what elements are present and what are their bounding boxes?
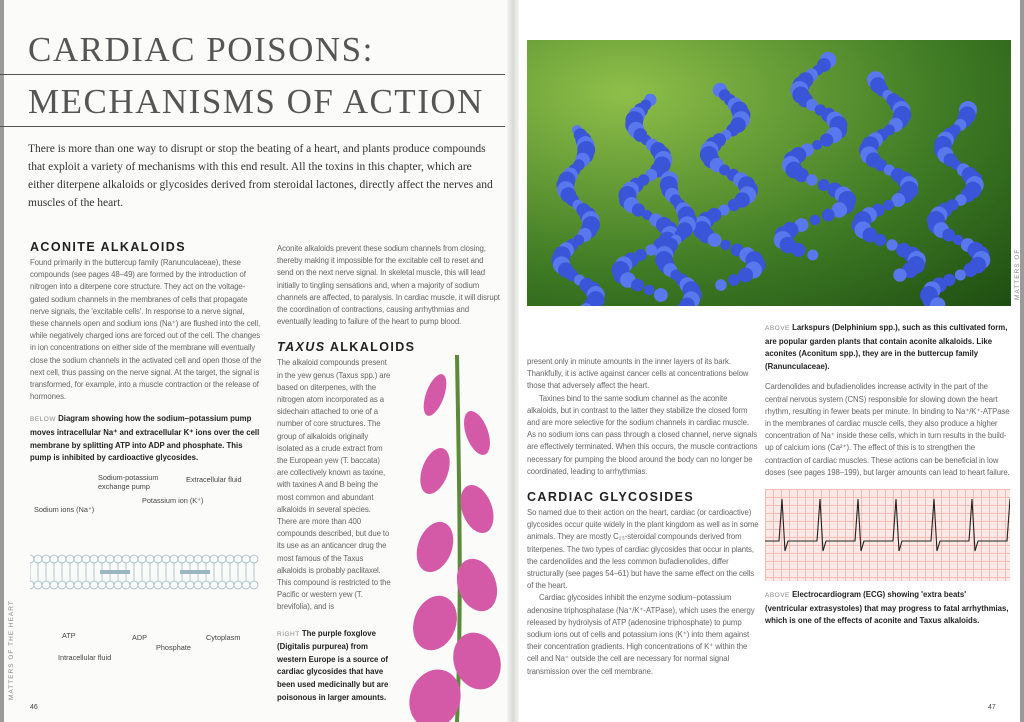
running-head: MATTERS OF THE HEART — [8, 600, 15, 700]
glycosides-heading: CARDIAC GLYCOSIDES — [527, 490, 695, 505]
intro-paragraph: There is more than one way to disrupt or stop the beating of a heart, and plants produce compounds that exploit a variety of mechanisms with this end result. All the toxins in this chapter, which are either diterpene alkaloids or glycosides derived from steroidal lactones, directly affect the nerves and muscles of the heart. — [28, 143, 493, 209]
diagram-label: Cytoplasm — [206, 632, 241, 642]
delphinium-photo — [527, 40, 1011, 306]
page-number: 46 — [30, 704, 38, 711]
book-gutter — [507, 0, 519, 722]
running-head: MATTERS OF — [1014, 248, 1021, 300]
diagram-label: Phosphate — [156, 642, 191, 652]
diagram-label: ATP — [62, 630, 76, 640]
page-edge — [0, 0, 4, 722]
title-rule — [0, 74, 505, 75]
aconite-text: Found primarily in the buttercup family (Ranunculaceae), these compounds (see pages 48–49) are formed by the introduction of nitrogen into a diterpene core structure. They act on the voltage-gated sodium channels in the membranes of cells that propagate nerve signals, the 'excitable cells'. In response to a nerve signal, these channels open and sodium ions (Na⁺) are flushed into the cell, while negatively charged ions are forced out of the cell. The changes in ion concentrations on either side of the membrane will eventually close the sodium channels in the activated cell and open those of the next cell, thus passing on the nerve signal. At the target, the signal is transformed, for example, into a muscle contraction or the release of hormones. — [30, 258, 262, 402]
taxus-text: The alkaloid compounds present in the yew genus (Taxus spp.) are based on diterpenes, with the nitrogen atom incorporated as a sidechain attached to one of a number of core structures. The group of alkaloids originally isolated as a crude extract from the European yew (T. baccata) are collectively known as taxine, with taxines A and B being the most common and abundant alkaloids in several species. There are more than 400 compounds described, but due to its use as an anticancer drug the most famous of the Taxus alkaloids is probably paclitaxel. This compound is restricted to the Pacific or western yew (T. brevifolia), and is — [277, 358, 391, 612]
aconite-heading: ACONITE ALKALOIDS — [30, 240, 186, 254]
sodium-potassium-pump-diagram — [30, 471, 262, 663]
membrane-illustration — [30, 517, 262, 627]
left-column — [30, 240, 262, 663]
diagram-label: Potassium ion (K⁺) — [142, 495, 204, 505]
diagram-label: Intracellular fluid — [58, 652, 112, 662]
glycosides-text: So named due to their action on the heart, cardiac (or cardioactive) glycosides occur quite widely in the plant kingdom as well as in some animals. They are mostly C₂₃-steroidal compounds derived from triterpenes. The two types of cardiac glycosides that occur in plants, the cardenolides and the less common bufadienolides, differ structurally (see pages 54–61) but have the same effect on the cells of the heart. Cardiac glycosides inhibit the enzyme sodium–potassium adenosine triphosphatase (Na⁺/K⁺-ATPase), which uses the energy released by hydrolysis of ATP (adenosine triphosphate) to pump sodium ions out of cells and potassium ions (K⁺) into them against their concentration gradients. High concentrations of K⁺ within the cell and Na⁺ outside the cell are necessary for normal signal transmission over the cell membrane. — [527, 508, 759, 676]
page-title-line2: MECHANISMS OF ACTION — [28, 82, 484, 121]
foxglove-photo — [395, 355, 505, 722]
diagram-label: Extracellular fluid — [186, 474, 242, 484]
glycosides-text-2: Cardenolides and bufadienolides increase activity in the part of the central nervous system (CNS) responsible for slowing down the heart rhythm, resulting in fewer beats per minute. In binding to Na⁺/K⁺-ATPase in the membranes of cardiac muscle cells, they also produce a higher concentration of Na⁺ inside these cells, which in turn results in the build-up of calcium ions (Ca²⁺). The effect of this is to strengthen the contraction of cardiac muscles. These actions can be beneficial in low doses (see pages 198–199), but larger amounts can lead to heart failure. — [765, 382, 1010, 477]
ecg-caption: ABOVE Electrocardiogram (ECG) showing 'extra beats' (ventricular extrasystoles) that may progress to fatal arrhythmias, which is one of the effects of aconite and Taxus alkaloids. — [765, 590, 1009, 626]
aconite-text-2: Aconite alkaloids prevent these sodium channels from closing, thereby making it impossible for the excitable cell to reset and send on the next nerve signal. In skeletal muscle, this will lead initially to tingling sensations and, when a majority of sodium channels are affected, to paralysis. In cardiac muscle, it will disrupt the coordination of contractions, causing arrhythmias and eventually leading to failure of the heart to pump blood. — [277, 244, 500, 327]
page-number: 47 — [988, 704, 996, 711]
page-edge — [1020, 0, 1024, 722]
taxus-text-continued: present only in minute amounts in the inner layers of its bark. Thankfully, it is active against cancer cells at concentrations below those that adversely affect the heart. Taxines bind to the same sodium channel as the aconite alkaloids, but in contrast to the latter they stabilize the closed form and are more selective for the sodium channels in cardiac muscle. As no sodium ions can pass through a closed channel, nerve signals are effectively terminated. When this occurs, the muscle contractions necessary for pumping the blood around the body can no longer be coordinated, leading to arrhythmias. — [527, 357, 758, 476]
diagram-label: exchange pump — [98, 481, 150, 491]
diagram-label: ADP — [132, 632, 148, 642]
ecg-chart — [765, 489, 1010, 581]
delphinium-caption: ABOVE Larkspurs (Delphinium spp.), such as this cultivated form, are popular garden plants that contain aconite alkaloids. Like aconites (Aconitum spp.), they are in the buttercup family (Ranunculaceae). — [765, 323, 1008, 371]
diagram-label: Sodium-potassium — [98, 472, 159, 482]
taxus-heading: TAXUS ALKALOIDS — [277, 340, 416, 355]
right-column-2 — [765, 322, 1010, 628]
title-rule — [0, 126, 505, 127]
page-title-line1: CARDIAC POISONS: — [28, 30, 374, 69]
foxglove-caption: RIGHT The purple foxglove (Digitalis purpurea) from western Europe is a source of cardiac glycosides that have been used medicinally but are poisonous in larger amounts. — [277, 628, 389, 702]
diagram-caption: BELOW Diagram showing how the sodium–potassium pump moves intracellular Na⁺ and extracellular K⁺ ions over the cell membrane by splitting ATP into ADP and phosphate. This pump is inhibited by cardioactive glycosides. — [30, 414, 260, 463]
diagram-label: Sodium ions (Na⁺) — [34, 504, 95, 514]
right-column-1 — [527, 356, 759, 678]
